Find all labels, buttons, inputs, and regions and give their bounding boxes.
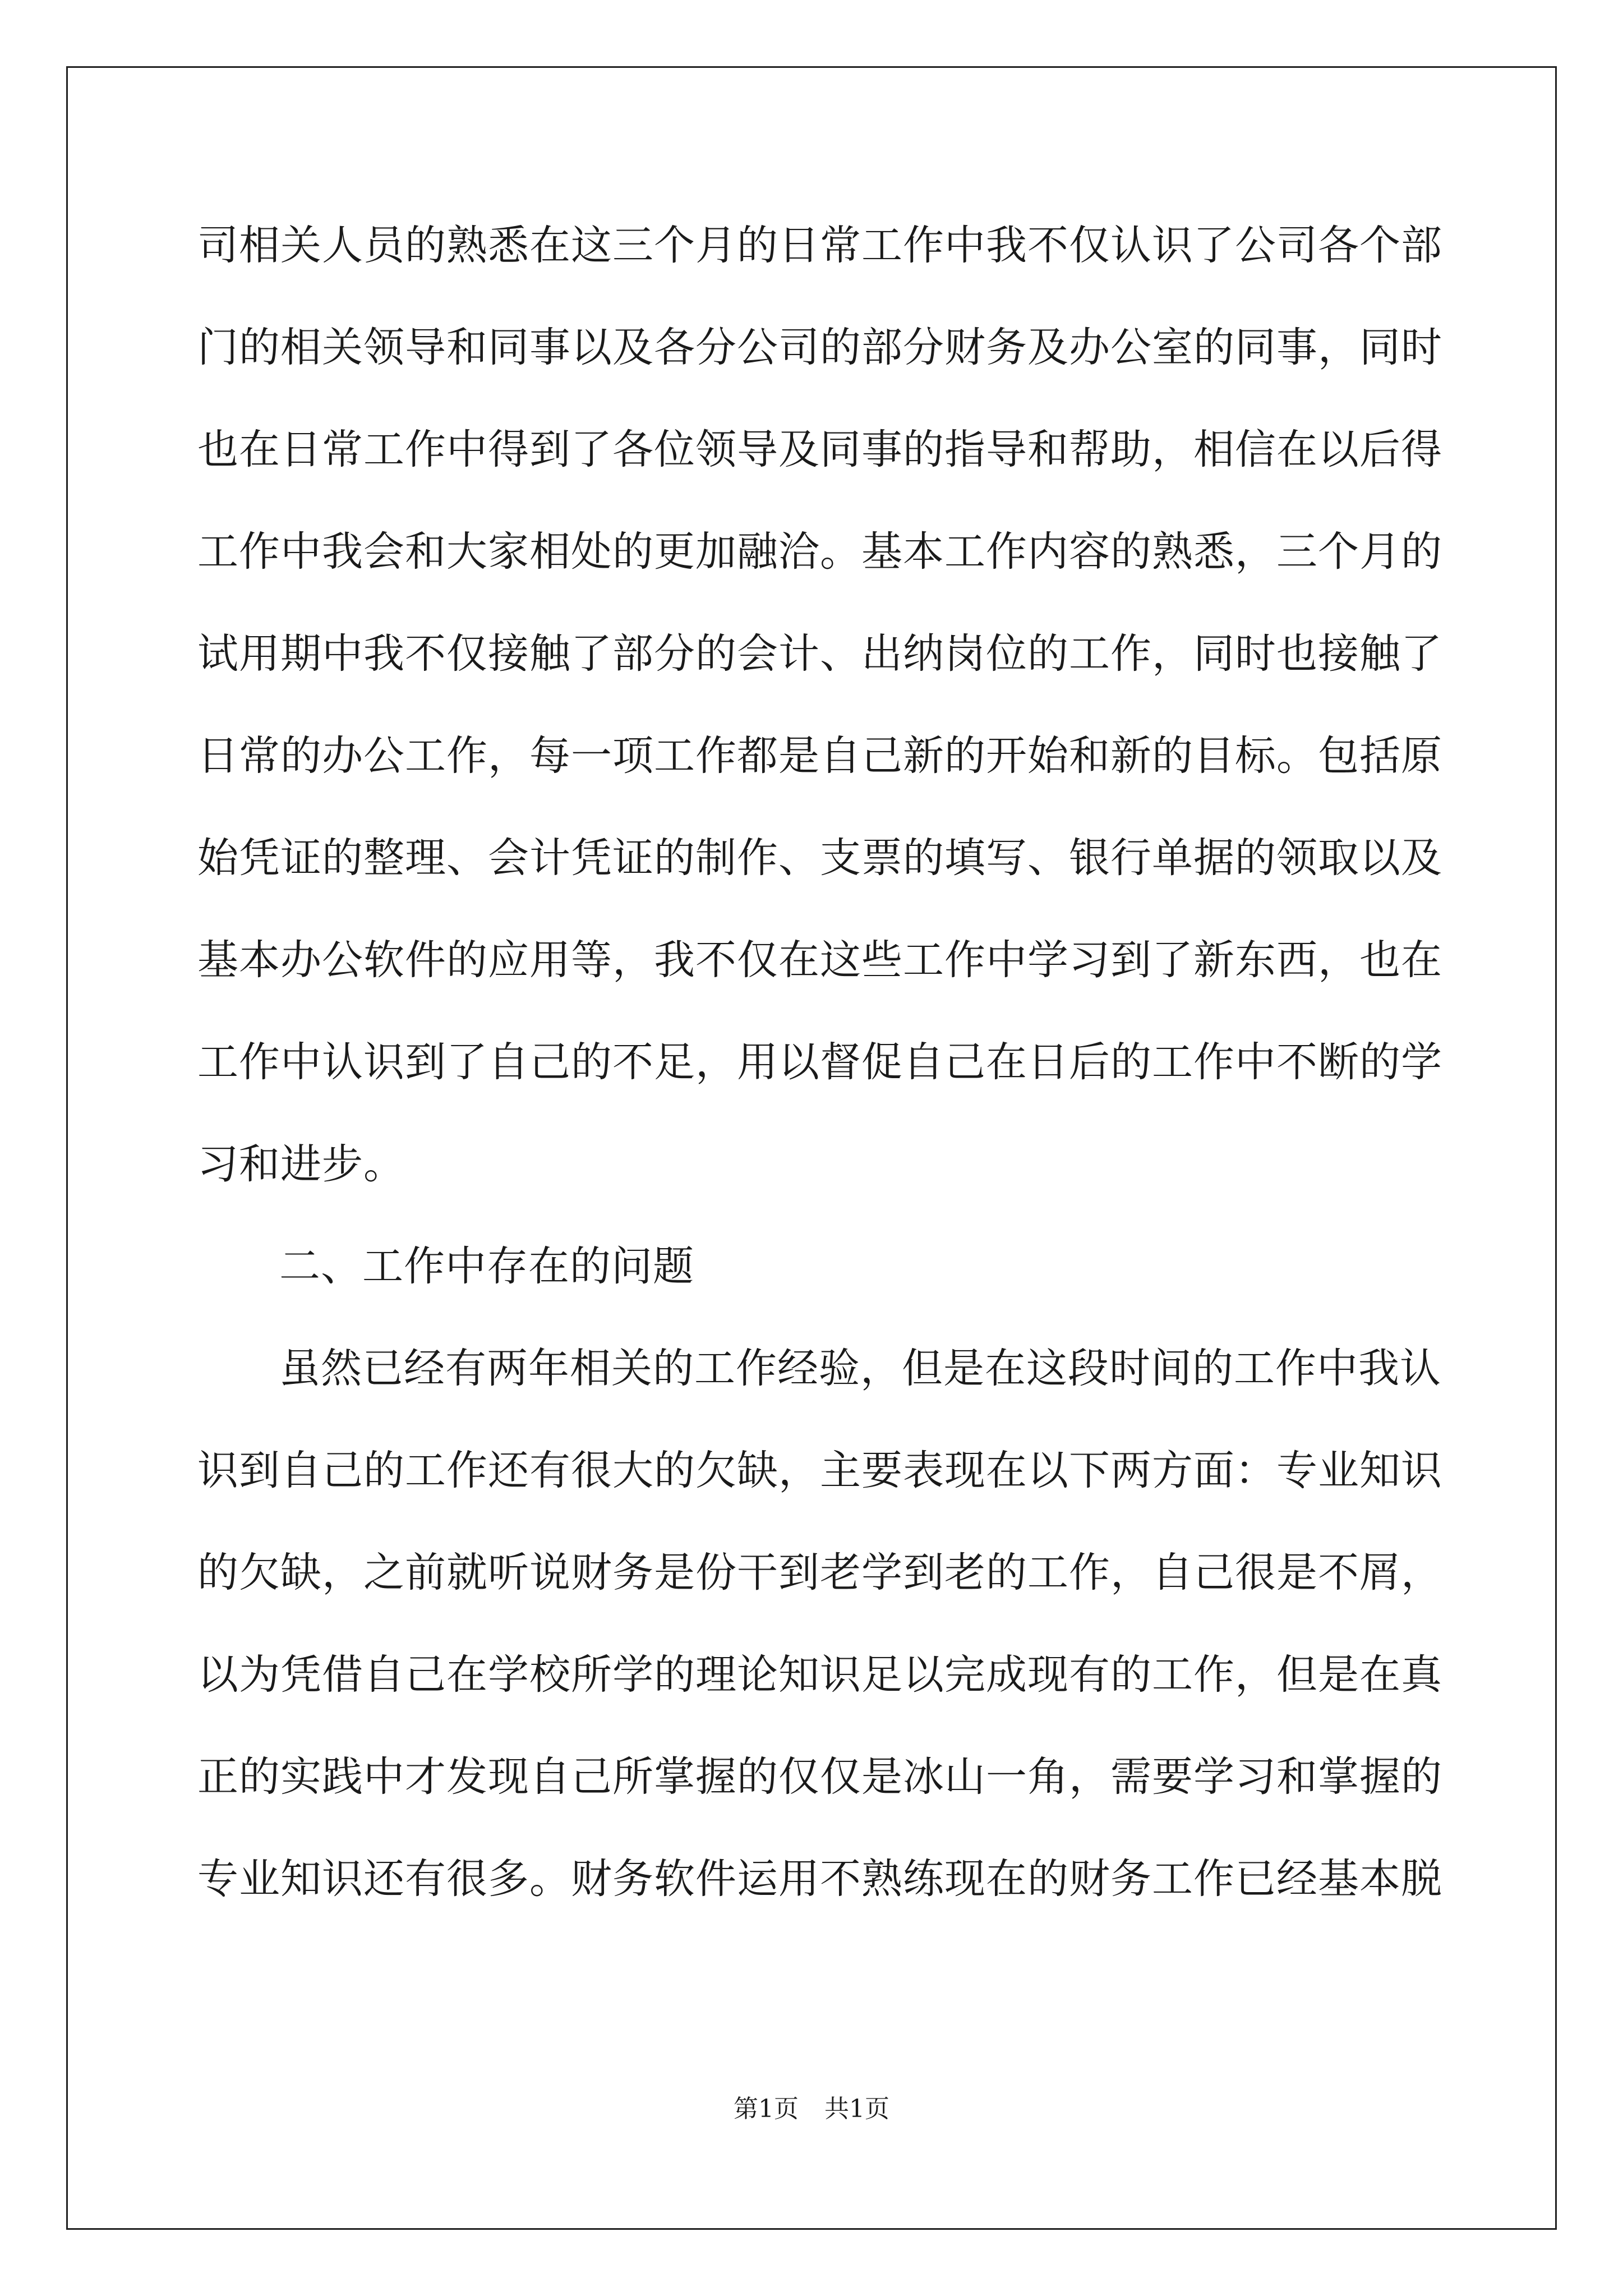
text-line: 识到自己的工作还有很大的欠缺，主要表现在以下两方面：专业知识 bbox=[197, 1447, 1442, 1494]
text-line: 以为凭借自己在学校所学的理论知识足以完成现有的工作，但是在真 bbox=[197, 1651, 1442, 1699]
text-line: 工作中认识到了自己的不足，用以督促自己在日后的工作中不断的学 bbox=[197, 1038, 1442, 1086]
text-line: 也在日常工作中得到了各位领导及同事的指导和帮助，相信在以后得 bbox=[197, 426, 1442, 473]
text-line: 习和进步。 bbox=[197, 1140, 405, 1188]
text-line: 虽然已经有两年相关的工作经验，但是在这段时间的工作中我认 bbox=[279, 1345, 1441, 1392]
text-line: 试用期中我不仅接触了部分的会计、出纳岗位的工作，同时也接触了 bbox=[197, 630, 1442, 678]
text-line: 基本办公软件的应用等，我不仅在这些工作中学习到了新东西，也在 bbox=[197, 936, 1442, 984]
text-line: 始凭证的整理、会计凭证的制作、支票的填写、银行单据的领取以及 bbox=[197, 834, 1442, 882]
text-line: 门的相关领导和同事以及各分公司的部分财务及办公室的同事，同时 bbox=[197, 324, 1442, 371]
text-line: 日常的办公工作，每一项工作都是自己新的开始和新的目标。包括原 bbox=[197, 732, 1442, 780]
section-heading: 二、工作中存在的问题 bbox=[279, 1243, 694, 1290]
page-number-current: 第1页 bbox=[734, 2095, 799, 2123]
text-line: 的欠缺，之前就听说财务是份干到老学到老的工作，自己很是不屑， bbox=[197, 1549, 1442, 1596]
text-line: 专业知识还有很多。财务软件运用不熟练现在的财务工作已经基本脱 bbox=[197, 1855, 1442, 1903]
page-number-total: 共1页 bbox=[824, 2095, 889, 2123]
document-body bbox=[197, 218, 1442, 1953]
text-line: 工作中我会和大家相处的更加融洽。基本工作内容的熟悉，三个月的 bbox=[197, 528, 1442, 576]
page-footer bbox=[0, 2092, 1623, 2126]
text-line: 司相关人员的熟悉在这三个月的日常工作中我不仅认识了公司各个部 bbox=[197, 222, 1442, 269]
text-line: 正的实践中才发现自己所掌握的仅仅是冰山一角，需要学习和掌握的 bbox=[197, 1753, 1442, 1801]
